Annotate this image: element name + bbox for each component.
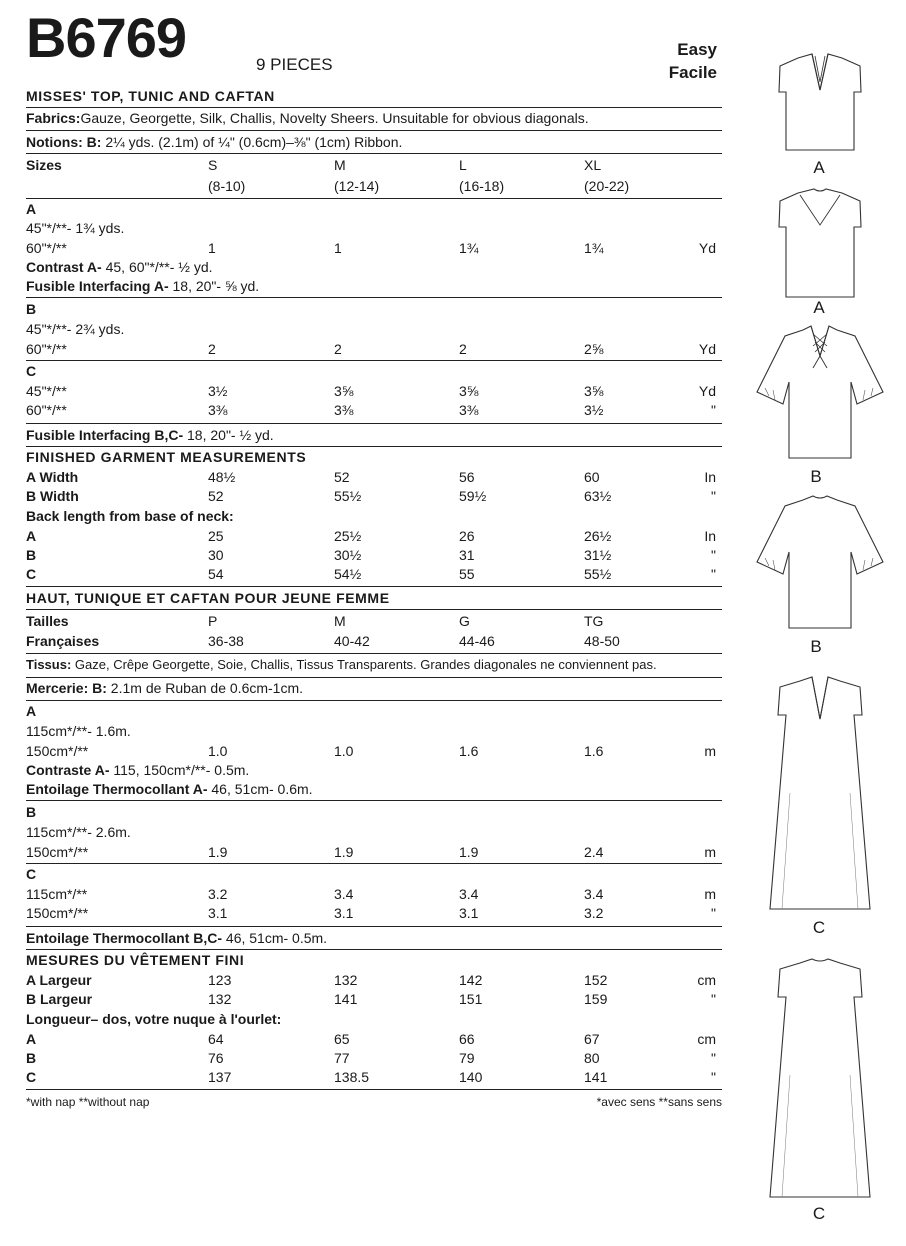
yardage-cell: 3⅝ [584,383,604,399]
view-c-front-drawing [760,673,880,918]
divider [26,586,722,587]
yardage-text: 45"*/**- 1¾ yds. [26,220,125,236]
size-range-cell: 36-38 [208,633,244,649]
difficulty [669,38,717,84]
measure-cell: 65 [334,1031,350,1047]
unit-label: m [704,743,716,759]
size-cell: L [459,157,467,173]
yardage-cell: 3.1 [459,905,479,921]
measure-label: Back length from base of neck: [26,508,234,524]
len-b-row [26,545,722,565]
fr-view-c-row [26,864,722,884]
measure-label: A Width [26,469,79,485]
measure-label: A [26,1031,37,1047]
measure-cell: 48½ [208,469,236,485]
a-60-row [26,238,722,258]
yardage-cell: 3⅜ [459,402,479,418]
measurements-title-row [26,447,722,467]
size-range-cell: (12-14) [334,178,380,194]
measure-cell: 25½ [334,528,362,544]
yardage-text: 45"*/**- 2¾ yds. [26,321,125,337]
notions-row [26,132,722,152]
yardage-cell: 3.4 [459,886,479,902]
english-title-row [26,86,722,106]
view-c-back-drawing [760,955,880,1205]
sizes-label: Sizes [26,157,62,173]
measure-cell: 26½ [584,528,612,544]
a-45-row [26,218,722,238]
fr-len-c-row [26,1067,722,1087]
fabrics-text: Fabrics:Gauze, Georgette, Silk, Challis, Novelty Sheers. Unsuitable for obvious diagonals. [26,110,589,126]
yardage-cell: 2⅝ [584,341,604,357]
measure-cell: 80 [584,1050,600,1066]
yardage-cell: 3.2 [208,886,228,902]
measure-cell: 64 [208,1031,224,1047]
a-contrast-row [26,257,722,277]
pattern-number: B6769 [26,6,187,69]
fr-b-150-row [26,842,722,862]
yardage-cell: 3⅝ [459,383,479,399]
yardage-cell: 3½ [208,383,228,399]
english-title: MISSES' TOP, TUNIC AND CAFTAN [26,88,275,104]
view-label: C [26,363,37,379]
divider [26,153,722,154]
french-title-row [26,588,722,608]
measure-label: A Largeur [26,972,92,988]
view-b-row [26,299,722,319]
measure-cell: 67 [584,1031,600,1047]
measure-label: C [26,1069,37,1085]
len-c-row [26,564,722,584]
measure-cell: 123 [208,972,232,988]
section-title: FINISHED GARMENT MEASUREMENTS [26,449,307,465]
measure-label: Longueur– dos, votre nuque à l'ourlet: [26,1011,282,1027]
measure-cell: 138.5 [334,1069,370,1085]
divider [26,297,722,298]
unit-label: Yd [698,383,716,399]
measure-cell: 76 [208,1050,224,1066]
yardage-text: 115cm*/**- 1.6m. [26,723,131,739]
measure-cell: 30½ [334,547,362,563]
width-label: 60"*/** [26,341,67,357]
a-width-row [26,467,722,487]
fr-a-150-row [26,741,722,761]
size-range-cell: 48-50 [584,633,620,649]
view-b-front-drawing [745,322,895,467]
unit-label: " [711,547,716,563]
yardage-cell: 3.4 [584,886,604,902]
unit-label: In [704,528,716,544]
view-a-row [26,199,722,219]
interfacing-text: Fusible Interfacing A- 18, 20"- ⅝ yd. [26,278,260,294]
yardage-cell: 1.6 [584,743,604,759]
view-label: B [26,804,37,820]
unit-label: m [704,886,716,902]
c-60-row [26,400,722,420]
figure-label: C [812,1204,826,1223]
fr-measurements-title-row [26,950,722,970]
interfacing-text: Entoilage Thermocollant B,C- 46, 51cm- 0.5m. [26,930,328,946]
measure-cell: 141 [584,1069,608,1085]
fr-view-a-row [26,701,722,721]
size-cell: M [334,613,346,629]
size-range-cell: 44-46 [459,633,495,649]
size-range-cell: (16-18) [459,178,505,194]
contrast-text: Contraste A- 115, 150cm*/**- 0.5m. [26,762,250,778]
measure-cell: 140 [459,1069,483,1085]
section-title: MESURES DU VÊTEMENT FINI [26,952,245,968]
measure-cell: 30 [208,547,224,563]
yardage-cell: 2 [208,341,216,357]
size-range-cell: (20-22) [584,178,630,194]
french-title: HAUT, TUNIQUE ET CAFTAN POUR JEUNE FEMME [26,590,390,606]
yardage-cell: 2 [334,341,342,357]
size-range-cell: (8-10) [208,178,246,194]
unit-label: " [711,1069,716,1085]
yardage-cell: 3.2 [584,905,604,921]
unit-label: Yd [698,341,716,357]
measure-cell: 31 [459,547,475,563]
measure-cell: 141 [334,991,358,1007]
c-45-row [26,381,722,401]
size-cell: TG [584,613,604,629]
measure-cell: 79 [459,1050,475,1066]
interfacing-text: Fusible Interfacing B,C- 18, 20"- ½ yd. [26,427,274,443]
yardage-cell: 1.9 [334,844,354,860]
measure-cell: 77 [334,1050,350,1066]
fr-a-interfacing-row [26,779,722,799]
divider [26,423,722,424]
unit-label: " [711,488,716,504]
yardage-text: 115cm*/**- 2.6m. [26,824,131,840]
fr-a-width-row [26,970,722,990]
fr-len-a-row [26,1029,722,1049]
tissus-text: Tissus: Gaze, Crêpe Georgette, Soie, Challis, Tissus Transparents. Grandes diagonales ne conviennent pas. [26,657,657,672]
sizes-label: Françaises [26,633,100,649]
yardage-cell: 1¾ [584,240,604,256]
measure-cell: 151 [459,991,483,1007]
unit-label: In [704,469,716,485]
yardage-cell: 3½ [584,402,604,418]
b-45-row [26,319,722,339]
notions-text: Notions: B: 2¼ yds. (2.1m) of ¼" (0.6cm)–⅜" (1cm) Ribbon. [26,134,403,150]
measure-cell: 59½ [459,488,487,504]
unit-label: cm [697,1031,716,1047]
view-label: A [26,703,37,719]
size-cell: XL [584,157,602,173]
measure-cell: 66 [459,1031,475,1047]
measure-cell: 56 [459,469,475,485]
yardage-cell: 3.1 [208,905,228,921]
divider [26,130,722,131]
measure-label: B Largeur [26,991,93,1007]
sizes-row [26,155,722,175]
tissus-row [26,655,722,675]
yardage-cell: 1.0 [208,743,228,759]
figure-label: A [813,158,825,177]
fr-a-115-row [26,721,722,741]
contrast-text: Contrast A- 45, 60"*/**- ½ yd. [26,259,213,275]
interfacing-text: Entoilage Thermocollant A- 46, 51cm- 0.6m. [26,781,313,797]
measure-label: B [26,1050,37,1066]
mercerie-row [26,678,722,698]
measure-cell: 132 [334,972,358,988]
measure-cell: 55½ [334,488,362,504]
view-a-back-drawing [760,185,880,305]
measure-cell: 52 [334,469,350,485]
a-interfacing-row [26,276,722,296]
unit-label: " [711,566,716,582]
len-a-row [26,526,722,546]
size-cell: P [208,613,218,629]
divider [26,800,722,801]
measure-cell: 52 [208,488,224,504]
unit-label: " [711,402,716,418]
yardage-cell: 3.1 [334,905,354,921]
fr-bc-interfacing-row [26,928,722,948]
fabrics-row [26,108,722,128]
fr-b-width-row [26,989,722,1009]
measure-cell: 54 [208,566,224,582]
yardage-cell: 1 [208,240,216,256]
measure-label: B [26,547,37,563]
width-label: 150cm*/** [26,743,89,759]
measure-cell: 63½ [584,488,612,504]
divider [26,609,722,610]
unit-label: cm [697,972,716,988]
view-a-front-drawing [760,40,880,160]
unit-label: Yd [698,240,716,256]
francaises-row [26,631,722,651]
width-label: 150cm*/** [26,844,89,860]
measure-cell: 152 [584,972,608,988]
measure-label: B Width [26,488,79,504]
b-width-row [26,486,722,506]
yardage-cell: 3⅜ [334,402,354,418]
yardage-cell: 2.4 [584,844,604,860]
measure-cell: 132 [208,991,232,1007]
yardage-cell: 1 [334,240,342,256]
unit-label: m [704,844,716,860]
figure-label: B [810,467,822,486]
measure-cell: 54½ [334,566,362,582]
measure-cell: 55½ [584,566,612,582]
b-60-row [26,339,722,359]
view-c-row [26,361,722,381]
footnote-fr: *avec sens **sans sens [596,1095,722,1109]
view-b-back-drawing [745,492,895,637]
width-label: 60"*/** [26,402,67,418]
size-range-cell: 40-42 [334,633,370,649]
measure-cell: 137 [208,1069,232,1085]
back-length-row [26,506,722,526]
measure-cell: 26 [459,528,475,544]
yardage-cell: 3⅝ [334,383,354,399]
size-range-row [26,176,722,196]
measure-cell: 159 [584,991,608,1007]
pieces-count: 9 PIECES [256,55,333,74]
measure-label: C [26,566,37,582]
yardage-cell: 3⅜ [208,402,228,418]
footnote-en: *with nap **without nap [26,1095,150,1109]
tailles-row [26,611,722,631]
figure-label: B [810,637,822,656]
yardage-cell: 1.9 [459,844,479,860]
yardage-cell: 1.0 [334,743,354,759]
fr-b-115-row [26,822,722,842]
yardage-cell: 1.6 [459,743,479,759]
unit-label: " [711,991,716,1007]
unit-label: " [711,905,716,921]
measure-cell: 31½ [584,547,612,563]
mercerie-text: Mercerie: B: 2.1m de Ruban de 0.6cm-1cm. [26,680,304,696]
yardage-cell: 3.4 [334,886,354,902]
width-label: 150cm*/** [26,905,89,921]
width-label: 115cm*/** [26,886,88,902]
bc-interfacing-row [26,425,722,445]
yardage-cell: 1.9 [208,844,228,860]
fr-back-length-row [26,1009,722,1029]
width-label: 45"*/** [26,383,67,399]
measure-cell: 25 [208,528,224,544]
difficulty-en: Easy [677,40,717,59]
unit-label: " [711,1050,716,1066]
yardage-cell: 1¾ [459,240,479,256]
view-label: C [26,866,37,882]
measure-cell: 60 [584,469,600,485]
figure-label: A [813,298,825,317]
difficulty-fr: Facile [668,63,717,82]
divider [26,926,722,927]
size-cell: M [334,157,346,173]
view-label: A [26,201,37,217]
fr-a-contrast-row [26,760,722,780]
fr-view-b-row [26,802,722,822]
figure-label: C [812,918,826,937]
measure-label: A [26,528,37,544]
sizes-label: Tailles [26,613,69,629]
measure-cell: 142 [459,972,483,988]
view-label: B [26,301,37,317]
width-label: 60"*/** [26,240,67,256]
divider [26,653,722,654]
size-cell: S [208,157,218,173]
size-cell: G [459,613,470,629]
yardage-cell: 2 [459,341,467,357]
fr-c-150-row [26,903,722,923]
fr-c-115-row [26,884,722,904]
fr-len-b-row [26,1048,722,1068]
measure-cell: 55 [459,566,475,582]
divider [26,1089,722,1090]
